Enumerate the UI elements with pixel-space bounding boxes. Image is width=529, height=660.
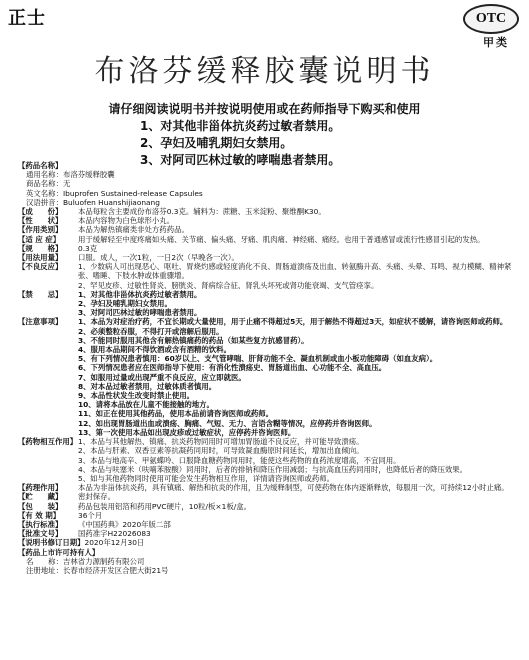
section-category — [18, 225, 523, 234]
list-item: 11、如正在使用其他药品，使用本品前请咨询医师或药师。 — [78, 409, 274, 419]
section-label: 【说明书修订日期】 — [18, 538, 85, 548]
otc-badge — [463, 4, 519, 34]
section-value: 36个月 — [78, 510, 103, 520]
section-approval — [18, 529, 523, 538]
english-name: 英文名称：Ibuprofen Sustained-release Capsules — [26, 188, 203, 198]
list-item: 13、第一次使用本品如出现皮疹或过敏症状，应停药并咨询医师。 — [78, 427, 296, 437]
list-item: 2、本品与肝素、双香豆素等抗凝药同用时，可导致凝血酶原时间延长，增加出血倾向。 — [78, 446, 364, 456]
leaflet-body — [18, 161, 523, 575]
list-item: 6、下列情况患者应在医师指导下使用：有消化性溃疡史、胃肠道出血、心功能不全、高血压。 — [78, 363, 387, 373]
section-holder — [18, 548, 523, 576]
generic-name: 通用名称：布洛芬缓释胶囊 — [26, 170, 115, 180]
section-value: 本品每粒含主要成份布洛芬0.3克。辅料为：蔗糖、玉米淀粉、聚维酮K30。 — [78, 207, 326, 217]
section-character — [18, 216, 523, 225]
section-standard — [18, 520, 523, 529]
section-label: 【成 份】 — [18, 207, 63, 217]
section-value: 0.3克 — [78, 243, 98, 253]
section-package — [18, 502, 523, 511]
list-item: 12、如出现胃肠道出血或溃疡、胸痛、气短、无力、言语含糊等情况，应停药并咨询医师。 — [78, 418, 377, 428]
section-label: 【用法用量】 — [18, 253, 63, 263]
section-value: 本品为解热镇痛类非处方药药品。 — [78, 225, 189, 235]
list-item: 1、少数病人可出现恶心、呕吐、胃烧灼感或轻度消化不良、胃肠道溃疡及出血、转氨酶升高、头痛、头晕、耳鸣、视力模糊、精神紧张、嗜睡、下肢水肿或体重骤增。 — [78, 262, 512, 281]
list-item: 5、如与其他药物同时使用可能会发生药物相互作用，详情请咨询医师或药师。 — [78, 473, 334, 483]
section-label: 【不良反应】 — [18, 262, 63, 272]
section-indications — [18, 235, 523, 244]
section-label: 【批准文号】 — [18, 529, 63, 539]
section-value: 2020年12月30日 — [84, 538, 145, 548]
list-item: 3、本品与地高辛、甲氨蝶呤、口服降血糖药物同用时，能使这些药物的血药浓度增高，不宜同用。 — [78, 455, 401, 465]
section-pharmacology — [18, 483, 523, 492]
otc-class: 甲类 — [483, 36, 509, 49]
section-value: 口服。成人，一次1粒，一日2次（早晚各一次）。 — [78, 253, 239, 263]
section-value: 本品内容物为白色球形小丸。 — [78, 216, 175, 226]
section-label: 【药品上市许可持有人】 — [18, 547, 100, 557]
section-label: 【执行标准】 — [18, 519, 63, 529]
section-usage — [18, 253, 523, 262]
section-revision — [18, 538, 523, 547]
section-value: 密封保存。 — [78, 492, 115, 502]
section-validity — [18, 511, 523, 520]
section-label: 【作用类别】 — [18, 225, 63, 235]
section-label: 【有 效 期】 — [18, 510, 61, 520]
section-label: 【适 应 症】 — [18, 234, 61, 244]
list-item: 4、本品与呋塞米（呋喃苯胺酸）同用时，后者的排钠和降压作用减弱；与抗高血压药同用时，也降低后者的降压效果。 — [78, 464, 468, 474]
section-interactions — [18, 437, 523, 483]
section-value: 药品包装用铝箔和药用PVC硬片，10粒/板×1板/盒。 — [78, 501, 251, 511]
section-storage — [18, 492, 523, 501]
section-label: 【规 格】 — [18, 243, 63, 253]
trade-name: 商品名称：无 — [26, 179, 71, 189]
section-value: 《中国药典》2020年版二部 — [78, 519, 171, 529]
list-item: 2、孕妇及哺乳期妇女禁用。 — [78, 299, 172, 309]
section-contra — [18, 290, 523, 318]
warning-item: 2、孕妇及哺乳期妇女禁用。 — [140, 136, 293, 150]
list-item: 8、对本品过敏者禁用，过敏体质者慎用。 — [78, 381, 217, 391]
section-label: 【禁 忌】 — [18, 289, 63, 299]
section-precautions — [18, 317, 523, 437]
list-item: 10、请将本品放在儿童不能接触的地方。 — [78, 400, 214, 410]
section-spec — [18, 244, 523, 253]
warning-item: 1、对其他非甾体抗炎药过敏者禁用。 — [140, 119, 341, 133]
section-adverse — [18, 262, 523, 290]
page-title: 布洛芬缓释胶囊说明书 — [94, 54, 435, 89]
list-item: 7、如服用过量或出现严重不良反应，应立即就医。 — [78, 372, 246, 382]
list-item: 9、本品性状发生改变时禁止使用。 — [78, 391, 195, 401]
list-item: 1、本品为对症治疗药，不宜长期或大量使用，用于止痛不得超过5天，用于解热不得超过3天，如症状不缓解，请咨询医师或药师。 — [78, 317, 508, 327]
list-item: 5、有下列情况患者慎用：60岁以上、支气管哮喘、肝肾功能不全、凝血机制或血小板功能障碍（如血友病）。 — [78, 354, 438, 364]
section-label: 【药理作用】 — [18, 483, 63, 493]
pinyin-name: 汉语拼音：Buluofen Huanshijiaonang — [26, 197, 160, 207]
section-label: 【包 装】 — [18, 501, 63, 511]
holder-name: 名 称：吉林省力源制药有限公司 — [26, 556, 145, 566]
list-item: 3、对阿司匹林过敏的哮喘患者禁用。 — [78, 308, 202, 318]
otc-label: OTC — [475, 11, 507, 26]
list-item: 1、本品与其他解热、镇痛、抗炎药物同用时可增加胃肠道不良反应，并可能导致溃疡。 — [78, 437, 364, 447]
brand-logo: 正士 — [8, 8, 46, 29]
section-label: 【注意事项】 — [18, 317, 63, 327]
section-value: 本品为非甾体抗炎药，具有镇痛、解热和抗炎的作用，且为缓释制型，可使药物在体内逐渐释放，每服用一次，可持续12小时止痛。 — [78, 483, 509, 493]
list-item: 1、对其他非甾体抗炎药过敏者禁用。 — [78, 289, 202, 299]
list-item: 3、不能同时服用其他含有解热镇痛药的药品（如某些复方抗感冒药）。 — [78, 335, 309, 345]
section-label: 【性 状】 — [18, 216, 63, 226]
list-item: 4、服用本品期间不得饮酒或含有酒精的饮料。 — [78, 345, 231, 355]
warning-item: 3、对阿司匹林过敏的哮喘患者禁用。 — [140, 153, 341, 167]
section-label: 【药物相互作用】 — [18, 437, 78, 447]
section-label: 【贮 藏】 — [18, 492, 63, 502]
list-item: 2、必须整粒吞服，不得打开或溶解后服用。 — [78, 326, 224, 336]
section-ingredients — [18, 207, 523, 216]
list-item: 2、罕见皮疹、过敏性肾炎、膀胱炎、肾病综合征、肾乳头坏死或肾功能衰竭、支气管痉挛。 — [78, 280, 379, 290]
section-value: 用于缓解轻至中度疼痛如头痛、关节痛、偏头痛、牙痛、肌肉痛、神经痛、痛经。也用于普通感冒或流行性感冒引起的发热。 — [78, 234, 485, 244]
usage-instruction: 请仔细阅读说明书并按说明使用或在药师指导下购买和使用 — [108, 102, 421, 116]
section-label: 【药品名称】 — [18, 161, 63, 170]
holder-address: 注册地址：长春市经济开发区合肥大街21号 — [26, 565, 169, 575]
section-value: 国药准字H22026083 — [78, 529, 151, 539]
section-name — [18, 161, 523, 207]
